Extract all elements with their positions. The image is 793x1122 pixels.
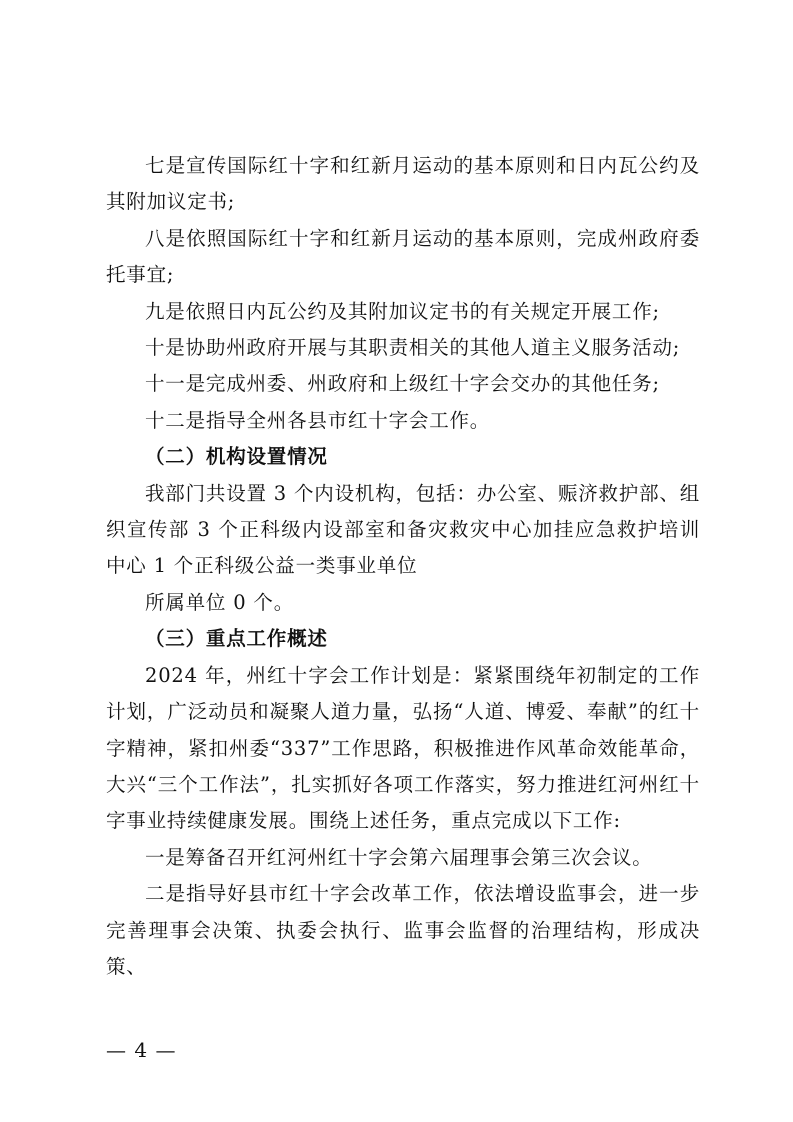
document-body (106, 148, 700, 985)
page-number: — 4 — (106, 1038, 177, 1062)
paragraph-work-plan: 2024 年，州红十字会工作计划是：紧紧围绕年初制定的工作计划，广泛动员和凝聚人道力量，弘扬“人道、博爱、奉献”的红十字精神，紧扣州委“337”工作思路，积极推进作风革命效能革命，大兴“三个工作法”，扎实抓好各项工作落实，努力推进红河州红十字事业持续健康发展。围绕上述任务，重点完成以下工作: (106, 663, 700, 833)
section-heading-organization: （二）机构设置情况 (145, 445, 328, 469)
paragraph-subordinate-units: 所属单位 0 个。 (145, 590, 295, 614)
paragraph-duty-11: 十一是完成州委、州政府和上级红十字会交办的其他任务; (145, 372, 660, 396)
paragraph-duty-10: 十是协助州政府开展与其职责相关的其他人道主义服务活动; (145, 336, 681, 360)
paragraph-task-2: 二是指导好县市红十字会改革工作，依法增设监事会，进一步完善理事会决策、执委会执行、监事会监督的治理结构，形成决策、 (106, 882, 700, 978)
paragraph-internal-units: 我部门共设置 3 个内设机构，包括：办公室、赈济救护部、组织宣传部 3 个正科级内设部室和备灾救灾中心加挂应急救护培训中心 1 个正科级公益一类事业单位 (106, 481, 701, 578)
section-heading-key-work: （三）重点工作概述 (145, 627, 328, 651)
paragraph-duty-7: 七是宣传国际红十字和红新月运动的基本原则和日内瓦公约及其附加议定书; (106, 154, 700, 214)
paragraph-duty-8: 八是依照国际红十字和红新月运动的基本原则，完成州政府委托事宜; (106, 226, 700, 287)
paragraph-task-1: 一是筹备召开红河州红十字会第六届理事会第三次会议。 (145, 845, 653, 869)
paragraph-duty-12: 十二是指导全州各县市红十字会工作。 (145, 408, 491, 432)
paragraph-duty-9: 九是依照日内瓦公约及其附加议定书的有关规定开展工作; (145, 299, 660, 323)
